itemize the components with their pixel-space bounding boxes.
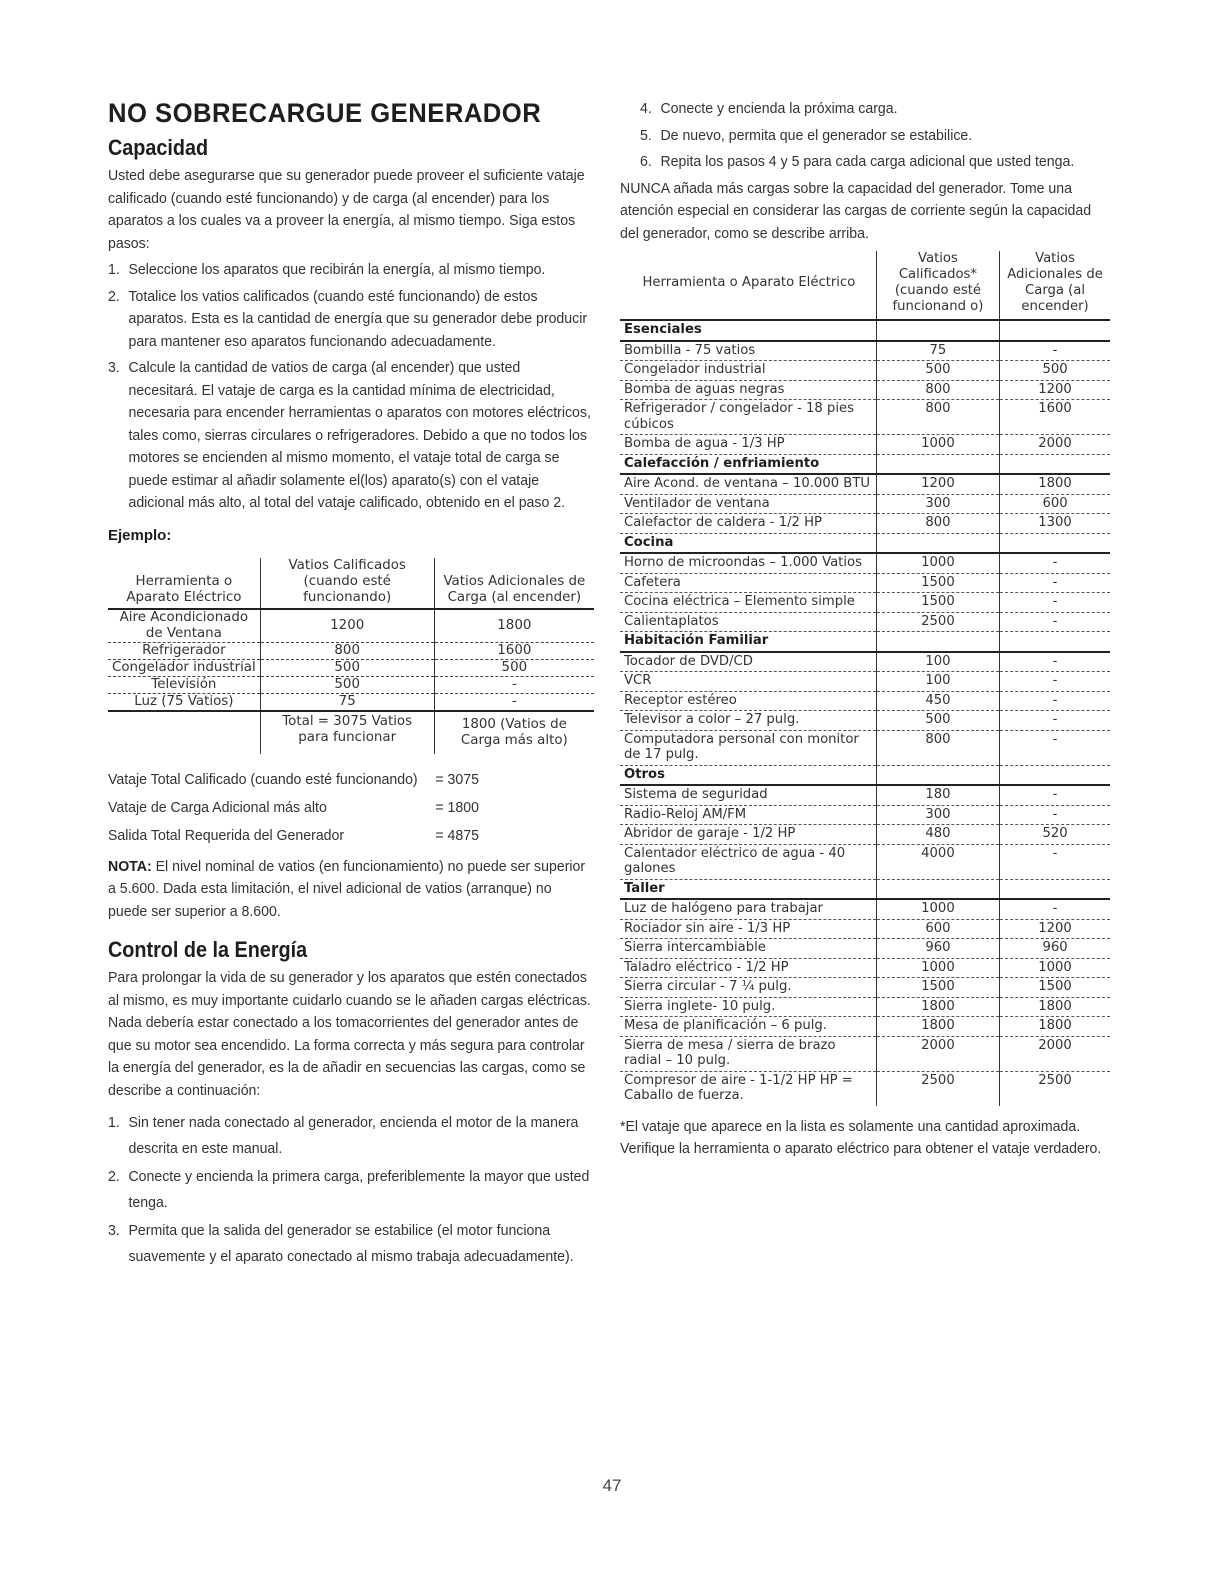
running-watts: 300 [876, 805, 999, 825]
table-header-row [108, 558, 594, 609]
starting-watts: - [1000, 612, 1110, 632]
category-label: Esenciales [620, 320, 876, 341]
running-watts: 100 [876, 672, 999, 692]
table-row [620, 573, 1110, 593]
table-row: Luz (75 Vatios) 75 - [108, 693, 594, 711]
table-row [620, 380, 1110, 400]
table-row [620, 899, 1110, 919]
running-watts: 1000 [876, 435, 999, 455]
table-total-row [108, 711, 594, 754]
starting-watts: 2500 [1038, 1072, 1072, 1088]
table-row [620, 612, 1110, 632]
list-item: 2. Totalice los vatios calificados (cuando esté funcionando) de estos aparatos. Esta es la cantidad de energía que su generador debe producir para mantener eso aparatos funcionando adecuadamente. [108, 287, 588, 350]
table-row [620, 593, 1110, 613]
category-row [620, 765, 1110, 785]
appliance-name: Cocina eléctrica – Elemento simple [620, 593, 876, 613]
starting-watts: - [1000, 593, 1110, 613]
starting-watts: 2000 [1000, 1036, 1110, 1071]
appliance-name: Sierra circular - 7 ¼ pulg. [620, 978, 876, 998]
appliance-name: VCR [620, 672, 876, 692]
page-number: 47 [602, 1476, 622, 1495]
appliance-name: Compresor de aire - 1-1/2 HP HP = Caballo de fuerza. [624, 1072, 853, 1103]
table-row [620, 341, 1110, 361]
list-item: 6. Repita los pasos 4 y 5 para cada carga adicional que usted tenga. [640, 153, 1075, 170]
running-watts: 800 [876, 380, 999, 400]
running-watts: 800 [876, 730, 999, 765]
appliance-name: Rociador sin aire - 1/3 HP [620, 919, 876, 939]
table-row: Aire Acondicionado de Ventana 1200 1800 [108, 609, 594, 643]
nota: NOTA: El nivel nominal de vatios (en funcionamiento) no puede ser superior a 5.600. Dada esta limitación, el nivel adicional de vatios (arranque) no puede ser superior a 8.600. [108, 857, 586, 920]
appliance-name: Televisor a color – 27 pulg. [620, 711, 876, 731]
running-watts: 100 [876, 652, 999, 672]
running-watts: 1000 [876, 958, 999, 978]
appliance-name: Refrigerador / congelador - 18 pies cúbicos [620, 400, 876, 435]
appliance-name: Taladro eléctrico - 1/2 HP [620, 958, 876, 978]
list-item: 1. Seleccione los aparatos que recibirán la energía, al mismo tiempo. [108, 261, 546, 278]
appliance-name: Abridor de garaje - 1/2 HP [620, 825, 876, 845]
appliance-name: Luz de halógeno para trabajar [620, 899, 876, 919]
starting-watts: - [1000, 730, 1110, 765]
table-row: Congelador industrial 500 500 [108, 659, 594, 676]
table-row [620, 400, 1110, 435]
appliance-name: Receptor estéreo [620, 691, 876, 711]
warning-text: NUNCA añada más cargas sobre la capacidad del generador. Tome una atención especial en considerar las cargas de corriente según la capacidad del generador, como se describe arriba. [620, 179, 1092, 242]
column-header: Vatios Adicionales de Carga (al encender) [434, 558, 594, 609]
category-row [620, 632, 1110, 652]
control-intro: Para prolongar la vida de su generador y los aparatos que estén conectados al mismo, es muy importante cuidarlo cuando se le añaden cargas eléctricas. Nada debería estar conectado a los tomacorrientes del generador antes de que su motor sea encendido. La forma correcta y más segura para controlar la energía del generador, es la de añadir en secuencias las cargas, como se describe a continuación: [108, 969, 591, 1099]
starting-watts: - [1000, 785, 1110, 805]
table-row: Televisión 500 - [108, 676, 594, 693]
loads-table [620, 251, 1110, 1106]
appliance-name: Computadora personal con monitor de 17 pulg. [620, 730, 876, 765]
appliance-name: Sierra inglete- 10 pulg. [620, 997, 876, 1017]
starting-watts: - [1000, 672, 1110, 692]
table-row [620, 939, 1110, 959]
column-header: Herramienta o Aparato Eléctrico [620, 251, 876, 320]
starting-watts: 1800 [1000, 474, 1110, 494]
list-item: 1. Sin tener nada conectado al generador, encienda el motor de la manera descrita en este manual. [108, 1114, 579, 1157]
appliance-name: Bomba de agua - 1/3 HP [620, 435, 876, 455]
calculation [108, 766, 592, 850]
capacidad-intro: Usted debe asegurarse que su generador puede proveer el suficiente vataje calificado (cuando esté funcionando) y de carga (al encender) para los aparatos a los cuales va a proveer la energía, al mismo tiempo. Siga estos pasos: [108, 167, 585, 252]
table-row [620, 785, 1110, 805]
table-row [620, 997, 1110, 1017]
appliance-name: Bombilla - 75 vatios [620, 341, 876, 361]
appliance-name: Horno de microondas – 1.000 Vatios [620, 553, 876, 573]
table-row [620, 691, 1110, 711]
running-watts: 1000 [876, 899, 999, 919]
column-header: Vatios Calificados (cuando esté funcionando) [260, 558, 434, 609]
starting-watts: - [1000, 341, 1110, 361]
starting-watts: 1800 [1000, 997, 1110, 1017]
column-header: Vatios Calificados* (cuando esté funcionand o) [876, 251, 999, 320]
starting-watts: - [1000, 805, 1110, 825]
appliance-name: Calientaplatos [620, 612, 876, 632]
running-watts: 180 [876, 785, 999, 805]
running-watts: 960 [876, 939, 999, 959]
running-watts: 2000 [876, 1036, 999, 1071]
table-row [620, 1071, 1110, 1106]
total-running: Total = 3075 Vatios para funcionar [260, 711, 434, 754]
starting-watts: - [1000, 844, 1110, 879]
calc-row: Vataje de Carga Adicional más alto = 1800 [108, 798, 479, 816]
right-column [620, 98, 1110, 1161]
table-row [620, 844, 1110, 879]
table-row [620, 652, 1110, 672]
appliance-name: Bomba de aguas negras [620, 380, 876, 400]
appliance-name: Calefactor de caldera - 1/2 HP [620, 514, 876, 534]
list-item: 4. Conecte y encienda la próxima carga. [640, 100, 898, 117]
page-title: NO SOBRECARGUE GENERADOR [108, 98, 542, 128]
nota-label: NOTA: [108, 857, 152, 875]
table-row [620, 919, 1110, 939]
running-watts: 800 [876, 514, 999, 534]
running-watts: 500 [876, 711, 999, 731]
capacidad-steps [108, 259, 592, 515]
running-watts: 2500 [876, 1071, 999, 1106]
category-row [620, 454, 1110, 474]
running-watts: 1500 [876, 593, 999, 613]
control-heading: Control de la Energía [108, 937, 308, 962]
appliance-name: Mesa de planificación – 6 pulg. [620, 1017, 876, 1037]
table-row [620, 805, 1110, 825]
category-row [620, 320, 1110, 341]
table-row: Refrigerador 800 1600 [108, 642, 594, 659]
running-watts: 500 [876, 361, 999, 381]
list-item: 2. Conecte y encienda la primera carga, preferiblemente la mayor que usted tenga. [108, 1168, 590, 1211]
calc-row: Salida Total Requerida del Generador = 4875 [108, 826, 479, 844]
starting-watts: 1200 [1000, 380, 1110, 400]
running-watts: 1000 [876, 553, 999, 573]
starting-watts: - [1000, 652, 1110, 672]
loads-table-body [620, 320, 1110, 1106]
category-label: Taller [620, 879, 876, 899]
category-label: Cocina [620, 533, 876, 553]
column-header: Vatios Adicionales de Carga (al encender) [1000, 251, 1110, 320]
appliance-name: Ventilador de ventana [620, 494, 876, 514]
table-row [620, 1017, 1110, 1037]
appliance-name: Tocador de DVD/CD [620, 652, 876, 672]
running-watts: 4000 [876, 844, 999, 879]
calc-row: Vataje Total Calificado (cuando esté funcionando) = 3075 [108, 770, 479, 788]
appliance-name: Calentador eléctrico de agua - 40 galones [620, 844, 876, 879]
starting-watts: - [1000, 711, 1110, 731]
table-header-row [620, 251, 1110, 320]
starting-watts: 1200 [1000, 919, 1110, 939]
starting-watts: 1800 [1000, 1017, 1110, 1037]
control-steps [108, 1110, 592, 1270]
appliance-name: Sistema de seguridad [620, 785, 876, 805]
running-watts: 450 [876, 691, 999, 711]
running-watts: 1500 [876, 573, 999, 593]
starting-watts: 1600 [1000, 400, 1110, 435]
starting-watts: 960 [1000, 939, 1110, 959]
starting-watts: - [1000, 691, 1110, 711]
appliance-name: Radio-Reloj AM/FM [620, 805, 876, 825]
running-watts: 480 [876, 825, 999, 845]
category-row [620, 879, 1110, 899]
starting-watts: 600 [1000, 494, 1110, 514]
appliance-name: Congelador industrial [620, 361, 876, 381]
table-row [620, 553, 1110, 573]
appliance-name: Sierra intercambiable [620, 939, 876, 959]
total-starting: 1800 (Vatios de Carga más alto) [460, 716, 568, 748]
table-row [620, 672, 1110, 692]
table-row [620, 958, 1110, 978]
list-item: 5. De nuevo, permita que el generador se estabilice. [640, 126, 973, 144]
running-watts: 1800 [876, 997, 999, 1017]
starting-watts: 520 [1000, 825, 1110, 845]
column-header: Herramienta o Aparato Eléctrico [108, 558, 260, 609]
running-watts: 1800 [876, 1017, 999, 1037]
table-row [620, 1036, 1110, 1071]
table-row [620, 730, 1110, 765]
starting-watts: 2000 [1000, 435, 1110, 455]
appliance-name: Sierra de mesa / sierra de brazo radial – 10 pulg. [620, 1036, 876, 1071]
starting-watts: 1000 [1000, 958, 1110, 978]
capacidad-heading: Capacidad [108, 135, 209, 160]
running-watts: 1500 [876, 978, 999, 998]
category-label: Calefacción / enfriamiento [620, 454, 876, 474]
running-watts: 600 [876, 919, 999, 939]
control-steps-continued [640, 98, 1128, 174]
table-row [620, 494, 1110, 514]
appliance-name: Cafetera [620, 573, 876, 593]
appliance-name: Aire Acond. de ventana – 10.000 BTU [620, 474, 876, 494]
table-row [620, 711, 1110, 731]
example-table [108, 558, 594, 754]
starting-watts: - [1000, 899, 1110, 919]
category-label: Habitación Familiar [620, 632, 876, 652]
starting-watts: 1300 [1000, 514, 1110, 534]
starting-watts: - [1000, 573, 1110, 593]
table-row [620, 435, 1110, 455]
running-watts: 300 [876, 494, 999, 514]
running-watts: 1200 [876, 474, 999, 494]
table-row [620, 514, 1110, 534]
running-watts: 75 [876, 341, 999, 361]
table-row [620, 978, 1110, 998]
category-label: Otros [620, 765, 876, 785]
running-watts: 2500 [876, 612, 999, 632]
running-watts: 800 [876, 400, 999, 435]
table-row [620, 825, 1110, 845]
left-column [108, 98, 594, 1272]
list-item: 3. Calcule la cantidad de vatios de carga (al encender) que usted necesitará. El vataje de carga es la cantidad mínima de electricidad, necesaria para encender herramientas o aparatos con motores eléctricos, tales como, sierras circulares o refrigeradores. Debido a que no todos los motores se encienden al mismo momento, el vataje total de carga se puede estimar al añadir solamente el(los) aparato(s) con el vataje adicional más alto, al total del vataje calificado, obtenido en el paso 2. [108, 359, 591, 511]
list-item: 3. Permita que la salida del generador se estabilice (el motor funciona suavemente y el aparato conectado al mismo trabaja adecuadamente). [108, 1222, 574, 1265]
starting-watts: 500 [1000, 361, 1110, 381]
ejemplo-heading: Ejemplo: [108, 526, 172, 544]
starting-watts: 1500 [1000, 978, 1110, 998]
footnote: *El vataje que aparece en la lista es solamente una cantidad aproximada. Verifique la herramienta o aparato eléctrico para obtener el vataje verdadero. [620, 1117, 1102, 1157]
table-row [620, 474, 1110, 494]
starting-watts: - [1000, 553, 1110, 573]
table-row [620, 361, 1110, 381]
category-row [620, 533, 1110, 553]
